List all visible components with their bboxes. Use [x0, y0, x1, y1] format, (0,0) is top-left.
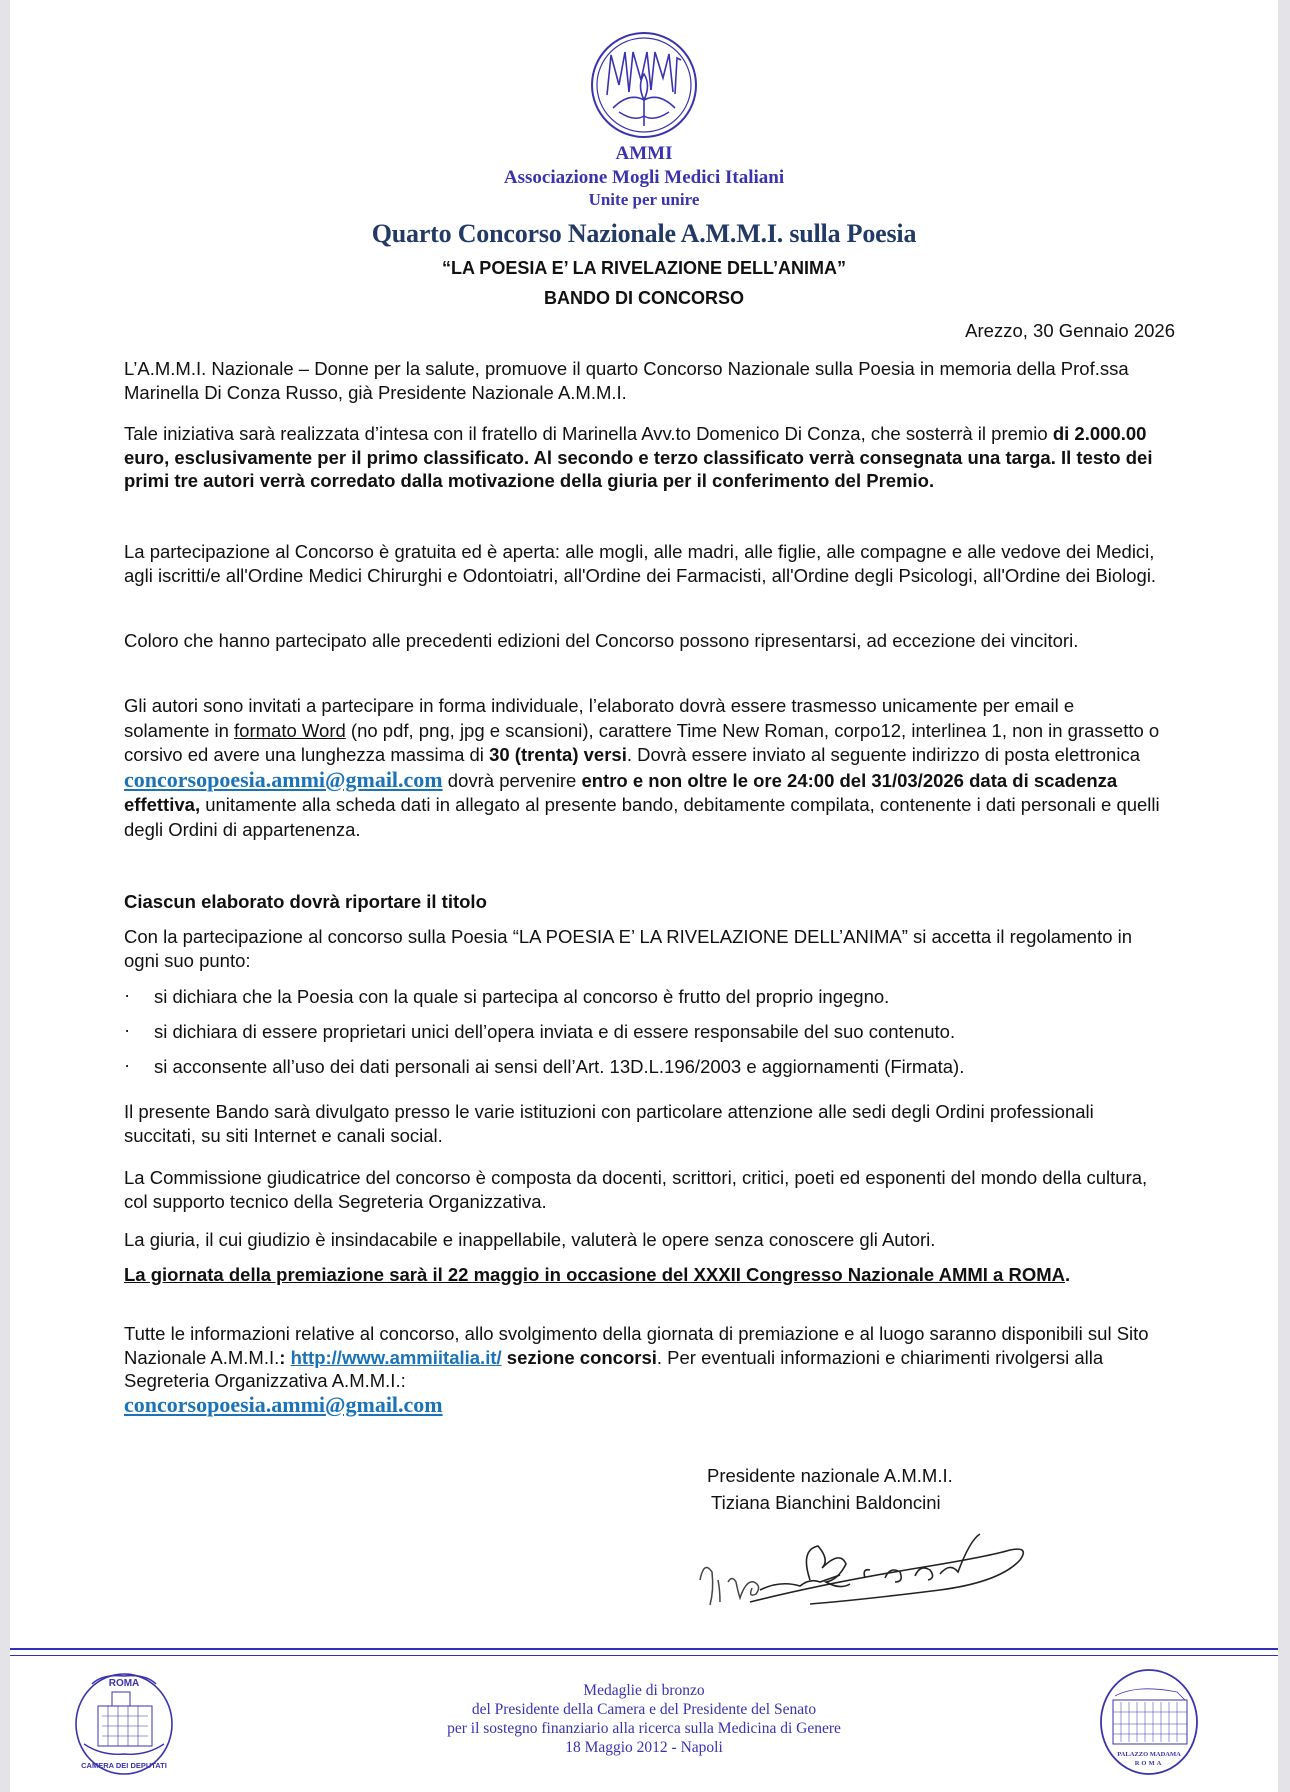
paragraph-info: Tutte le informazioni relative al concorso, allo svolgimento della giornata di premiazione e al luogo saranno disponibili sul Sito Nazionale A.M.M.I.: http://www.ammiitalia.it/ sezione concorsi. Per eventuali informazioni e chiarimenti rivolgersi alla Segreteria Organizzativa A.M.M.I.: concorsopoesia.ammi@gmail.com	[124, 1323, 1149, 1417]
signature-block	[707, 1462, 953, 1516]
signatory-name: Tiziana Bianchini Baldoncini	[711, 1492, 941, 1513]
email-link-submission[interactable]: concorsopoesia.ammi@gmail.com	[124, 766, 443, 792]
document-page: AMMI Associazione Mogli Medici Italiani Unite per unire Quarto Concorso Nazionale A.M.M.I. sulla Poesia “LA POESIA E’ LA RIVELAZIONE DELL’ANIMA” BANDO DI CONCORSO Arezzo, 30 Gennaio 2026 L’A.M.M.I. Nazionale – Donne per la salute, promuove il quarto Concorso Nazionale sulla Poesia in memoria della Prof.ssa Marinella Di Conza Russo, già Presidente Nazionale A.M.M.I. Tale iniziativa sarà realizzata d’intesa con il fratello di Marinella Avv.to Domenico Di Conza, che sosterrà il premio di 2.000.00 euro, esclusivamente per il primo classificato. Al secondo e terzo classificato verrà consegnata una targa. Il testo dei primi tre autori verrà corredato dalla motivazione della giuria per il conferimento del Premio. La partecipazione al Concorso è gratuita ed è aperta: alle mogli, alle madri, alle figlie, alle compagne e alle vedove dei Medici, agli iscritti/e all'Ordine Medici Chirurghi e Odontoiatri, all'Ordine dei Farmacisti, all'Ordine degli Psicologi, all'Ordine dei Biologi. Coloro che hanno partecipato alle precedenti edizioni del Concorso possono ripresentarsi, ad eccezione dei vincitori. Gli autori sono invitati a partecipare in forma individuale, l’elaborato dovrà essere trasmesso unicamente per email e solamente in formato Word (no pdf, png, jpg e scansioni), carattere Time New Roman, corpo12, interlinea 1, non in grassetto o corsivo ed avere una lunghezza massima di 30 (trenta) versi. Dovrà essere inviato al seguente indirizzo di posta elettronica concorsopoesia.ammi@gmail.com dovrà pervenire entro e non oltre le ore 24:00 del 31/03/2026 data di scadenza effettiva, unitamente alla scheda dati in allegato al presente bando, debitamente compilata, contenente i dati personali e quelli degli Ordini di appartenenza. Ciascun elaborato dovrà riportare il titolo Con la partecipazione al concorso sulla Poesia “LA POESIA E’ LA RIVELAZIONE DELL’ANIMA” si accetta il regolamento in ogni suo punto: · si dichiara che la Poesia con la quale si partecipa al concorso è frutto del proprio ingegno. · si dichiara di essere proprietari unici dell’opera inviata e di essere responsabile del suo contenuto. · si acconsente all’uso dei dati personali ai sensi dell’Art. 13D.L.196/2003 e aggiornamenti (Firmata). Il presente Bando sarà divulgato presso le varie istituzioni con particolare attenzione alle sedi degli Ordini professionali succitati, su siti Internet e canali social. La Commissione giudicatrice del concorso è composta da docenti, scrittori, critici, poeti ed esponenti del mondo della cultura, col supporto tecnico della Segreteria Organizzativa. La giuria, il cui giudizio è insindacabile e inappellabile, valuterà le opere senza conoscere gli Autori. La giornata della premiazione sarà il 22 maggio in occasione del XXXII Congresso Nazionale AMMI a ROMA. Tutte le informazioni relative al concorso, allo svolgimento della giornata di premiazione e al luogo saranno disponibili sul Sito Nazionale A.M.M.I.: http://www.ammiitalia.it/ sezione concorsi. Per eventuali informazioni e chiarimenti rivolgersi alla Segreteria Organizzativa A.M.M.I.: concorsopoesia.ammi@gmail.com Presidente nazionale A.M.M.I. Tiziana Bianchini Baldoncini ROMA CAMERA DEI DEPUTATI Medaglie di bronzo del Presidente della Camera e del Presidente del Senato per il sostegno finanziario alla ricerca sulla Medicina di Genere 18 Maggio 2012 - Napoli PALAZZO MADAMA ROMA	[10, 0, 1278, 1792]
heading-title-requirement: Ciascun elaborato dovrà riportare il titolo	[124, 891, 487, 912]
footer-divider	[10, 1648, 1278, 1656]
paragraph-distribution: Il presente Bando sarà divulgato presso le varie istituzioni con particolare attenzione alle sedi degli Ordini professionali succitati, su siti Internet e canali social.	[124, 1101, 1094, 1146]
signatory-role: Presidente nazionale A.M.M.I.	[707, 1465, 953, 1486]
paragraph-intro: L’A.M.M.I. Nazionale – Donne per la salute, promuove il quarto Concorso Nazionale sulla Poesia in memoria della Prof.ssa Marinella Di Conza Russo, già Presidente Nazionale A.M.M.I.	[124, 358, 1129, 403]
paragraph-eligibility: La partecipazione al Concorso è gratuita ed è aperta: alle mogli, alle madri, alle figlie, alle compagne e alle vedove dei Medici, agli iscritti/e all'Ordine Medici Chirurghi e Odontoiatri, all'Ordine dei Farmacisti, all'Ordine degli Psicologi, all'Ordine dei Biologi.	[124, 541, 1157, 586]
bullet-dot-icon: ·	[124, 1054, 131, 1075]
paragraph-submission: Gli autori sono invitati a partecipare in forma individuale, l’elaborato dovrà essere trasmesso unicamente per email e solamente in formato Word (no pdf, png, jpg e scansioni), carattere Time New Roman, corpo12, interlinea 1, non in grassetto o corsivo ed avere una lunghezza massima di 30 (trenta) versi. Dovrà essere inviato al seguente indirizzo di posta elettronica concorsopoesia.ammi@gmail.com dovrà pervenire entro e non oltre le ore 24:00 del 31/03/2026 data di scadenza effettiva, unitamente alla scheda dati in allegato al presente bando, debitamente compilata, contenente i dati personali e quelli degli Ordini di appartenenza.	[124, 695, 1160, 840]
org-name: Associazione Mogli Medici Italiani	[503, 167, 785, 188]
paragraph-jury: La giuria, il cui giudizio è insindacabile e inappellabile, valuterà le opere senza conoscere gli Autori.	[124, 1229, 936, 1250]
bullet-dot-icon: ·	[124, 1019, 131, 1040]
email-link-secretariat[interactable]: concorsopoesia.ammi@gmail.com	[124, 1391, 443, 1417]
website-link[interactable]: http://www.ammiitalia.it/	[290, 1346, 502, 1368]
deadline: entro e non oltre le ore 24:00 del 31/03/2026 data di scadenza effettiva,	[124, 769, 1118, 815]
document-title: Quarto Concorso Nazionale A.M.M.I. sulla Poesia	[371, 219, 917, 248]
org-motto: Unite per unire	[588, 190, 700, 209]
svg-text:ROMA: ROMA	[108, 1678, 140, 1689]
paragraph-commission: La Commissione giudicatrice del concorso è composta da docenti, scrittori, critici, poeti ed esponenti del mondo della cultura, col supporto tecnico della Segreteria Organizzativa.	[124, 1167, 1148, 1212]
paragraph-award-day: La giornata della premiazione sarà il 22 maggio in occasione del XXXII Congresso Nazionale AMMI a ROMA.	[124, 1264, 1071, 1285]
bullet-dot-icon: ·	[124, 984, 131, 1005]
paragraph-acceptance: Con la partecipazione al concorso sulla Poesia “LA POESIA E’ LA RIVELAZIONE DELL’ANIMA” si accetta il regolamento in ogni suo punto:	[124, 926, 1133, 971]
palazzo-madama-seal-icon	[1097, 1666, 1201, 1778]
handwritten-signature-icon	[690, 1520, 1050, 1620]
letterhead	[10, 30, 1278, 208]
section-heading: BANDO DI CONCORSO	[543, 288, 744, 308]
contest-theme: “LA POESIA E’ LA RIVELAZIONE DELL’ANIMA”	[441, 258, 847, 278]
paragraph-previous-editions: Coloro che hanno partecipato alle precedenti edizioni del Concorso possono ripresentarsi, ad eccezione dei vincitori.	[124, 630, 1079, 651]
svg-text:CAMERA DEI DEPUTATI: CAMERA DEI DEPUTATI	[81, 1761, 167, 1770]
paragraph-prize: Tale iniziativa sarà realizzata d’intesa con il fratello di Marinella Avv.to Domenico Di Conza, che sosterrà il premio di 2.000.00 euro, esclusivamente per il primo classificato. Al secondo e terzo classificato verrà consegnata una targa. Il testo dei primi tre autori verrà corredato dalla motivazione della giuria per il conferimento del Premio.	[124, 423, 1153, 491]
format-word: formato Word	[234, 719, 346, 741]
footer-medals-note: Medaglie di bronzo del Presidente della Camera e del Presidente del Senato per il sostegno finanziario alla ricerca sulla Medicina di Genere 18 Maggio 2012 - Napoli	[447, 1682, 841, 1756]
prize-details: di 2.000.00 euro, esclusivamente per il primo classificato. Al secondo e terzo classificato verrà consegnata una targa. Il testo dei primi tre autori verrà corredato dalla motivazione della giuria per il conferimento del Premio.	[124, 423, 1153, 491]
ammi-logo-circle-icon	[589, 30, 699, 140]
svg-text:ROMA: ROMA	[1134, 1760, 1164, 1767]
org-abbreviation: AMMI	[615, 143, 673, 164]
document-date: Arezzo, 30 Gennaio 2026	[965, 320, 1175, 341]
svg-text:PALAZZO MADAMA: PALAZZO MADAMA	[1117, 1751, 1181, 1758]
